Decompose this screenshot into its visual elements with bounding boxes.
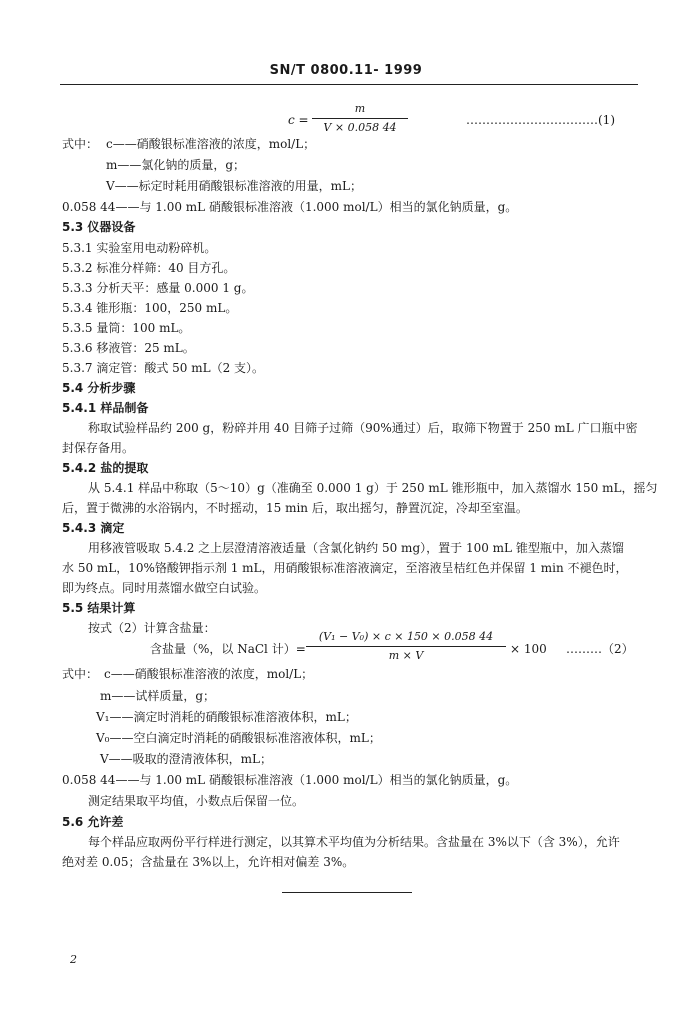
where2-item: c——硝酸银标准溶液的浓度，mol/L； bbox=[104, 667, 314, 681]
header-rule bbox=[60, 84, 638, 85]
section-5-4-2-title: 5.4.2 盐的提取 bbox=[62, 461, 149, 475]
where1-last: 0.058 44——与 1.00 mL 硝酸银标准溶液（1.000 mol/L）相当的氯化钠质量，g。 bbox=[62, 200, 518, 214]
where2-label: 式中： bbox=[62, 667, 99, 681]
section-5-3-title: 5.3 仪器设备 bbox=[62, 220, 136, 234]
formula2-numerator: (V₁ − V₀) × c × 150 × 0.058 44 bbox=[318, 630, 494, 643]
section-5-5-title: 5.5 结果计算 bbox=[62, 601, 136, 615]
section-5-4-1-title: 5.4.1 样品制备 bbox=[62, 401, 149, 415]
formula1-numerator: m bbox=[354, 102, 366, 115]
where2-item: V₁——滴定时消耗的硝酸银标准溶液体积，mL； bbox=[96, 710, 357, 724]
where1-item: c——硝酸银标准溶液的浓度，mol/L； bbox=[106, 137, 316, 151]
where1-label: 式中： bbox=[62, 137, 99, 151]
formula2-denominator: m × V bbox=[388, 648, 424, 662]
where2-item: m——试样质量，g； bbox=[100, 689, 216, 703]
list-item: 5.3.2 标准分样筛：40 目方孔。 bbox=[62, 261, 236, 275]
formula1-number: ……………………………(1) bbox=[466, 113, 615, 127]
page-number: 2 bbox=[70, 953, 77, 966]
formula2-number: ………（2） bbox=[566, 642, 634, 656]
standard-number: SN/T 0800.11- 1999 bbox=[269, 63, 423, 78]
formula1-lhs: c = bbox=[288, 113, 309, 127]
where2-item: V——吸取的澄清液体积，mL； bbox=[100, 752, 273, 766]
where2-item: V₀——空白滴定时消耗的硝酸银标准溶液体积，mL； bbox=[96, 731, 381, 745]
formula2-tail: × 100 bbox=[510, 642, 547, 656]
list-item: 5.3.1 实验室用电动粉碎机。 bbox=[62, 241, 217, 255]
paragraph-line: 用移液管吸取 5.4.2 之上层澄清溶液适量（含氯化钠约 50 mg），置于 100 mL 锥型瓶中，加入蒸馏 bbox=[88, 541, 624, 555]
list-item: 5.3.4 锥形瓶：100，250 mL。 bbox=[62, 301, 238, 315]
end-rule bbox=[282, 892, 412, 893]
paragraph-line: 称取试验样品约 200 g，粉碎并用 40 目筛子过筛（90%通过）后，取筛下物置于 250 mL 广口瓶中密 bbox=[88, 421, 638, 435]
paragraph-line: 后，置于微沸的水浴锅内，不时摇动，15 min 后，取出摇匀，静置沉淀，冷却至室温。 bbox=[62, 501, 528, 515]
paragraph-line: 每个样品应取两份平行样进行测定，以其算术平均值为分析结果。含盐量在 3%以下（含 3%），允许 bbox=[88, 835, 620, 849]
formula-intro: 按式（2）计算含盐量： bbox=[88, 621, 216, 635]
where1-item: m——氯化钠的质量，g； bbox=[106, 158, 246, 172]
formula2-fraction bbox=[306, 629, 506, 664]
formula1-denominator: V × 0.058 44 bbox=[323, 120, 397, 134]
section-5-4-3-title: 5.4.3 滴定 bbox=[62, 521, 125, 535]
formula2-lhs: 含盐量（%，以 NaCl 计）= bbox=[150, 642, 306, 656]
fraction-bar bbox=[306, 646, 506, 647]
rounding-note: 测定结果取平均值，小数点后保留一位。 bbox=[88, 794, 305, 808]
section-5-6-title: 5.6 允许差 bbox=[62, 815, 124, 829]
list-item: 5.3.5 量筒：100 mL。 bbox=[62, 321, 191, 335]
list-item: 5.3.7 滴定管：酸式 50 mL（2 支）。 bbox=[62, 361, 265, 375]
list-item: 5.3.6 移液管：25 mL。 bbox=[62, 341, 195, 355]
fraction-bar bbox=[312, 118, 408, 119]
paragraph-line: 绝对差 0.05；含盐量在 3%以上，允许相对偏差 3%。 bbox=[62, 855, 355, 869]
section-5-4-title: 5.4 分析步骤 bbox=[62, 381, 136, 395]
where2-last: 0.058 44——与 1.00 mL 硝酸银标准溶液（1.000 mol/L）相当的氯化钠质量，g。 bbox=[62, 773, 518, 787]
paragraph-line: 即为终点。同时用蒸馏水做空白试验。 bbox=[62, 581, 267, 595]
formula1-fraction bbox=[312, 101, 408, 136]
where1-item: V——标定时耗用硝酸银标准溶液的用量，mL； bbox=[106, 179, 363, 193]
paragraph-line: 水 50 mL，10%铬酸钾指示剂 1 mL，用硝酸银标准溶液滴定，至溶液呈桔红色并保留 1 min 不褪色时， bbox=[62, 561, 628, 575]
paragraph-line: 从 5.4.1 样品中称取（5～10）g（准确至 0.000 1 g）于 250 mL 锥形瓶中，加入蒸馏水 150 mL，摇匀 bbox=[88, 481, 658, 495]
paragraph-line: 封保存备用。 bbox=[62, 441, 135, 455]
list-item: 5.3.3 分析天平：感量 0.000 1 g。 bbox=[62, 281, 254, 295]
